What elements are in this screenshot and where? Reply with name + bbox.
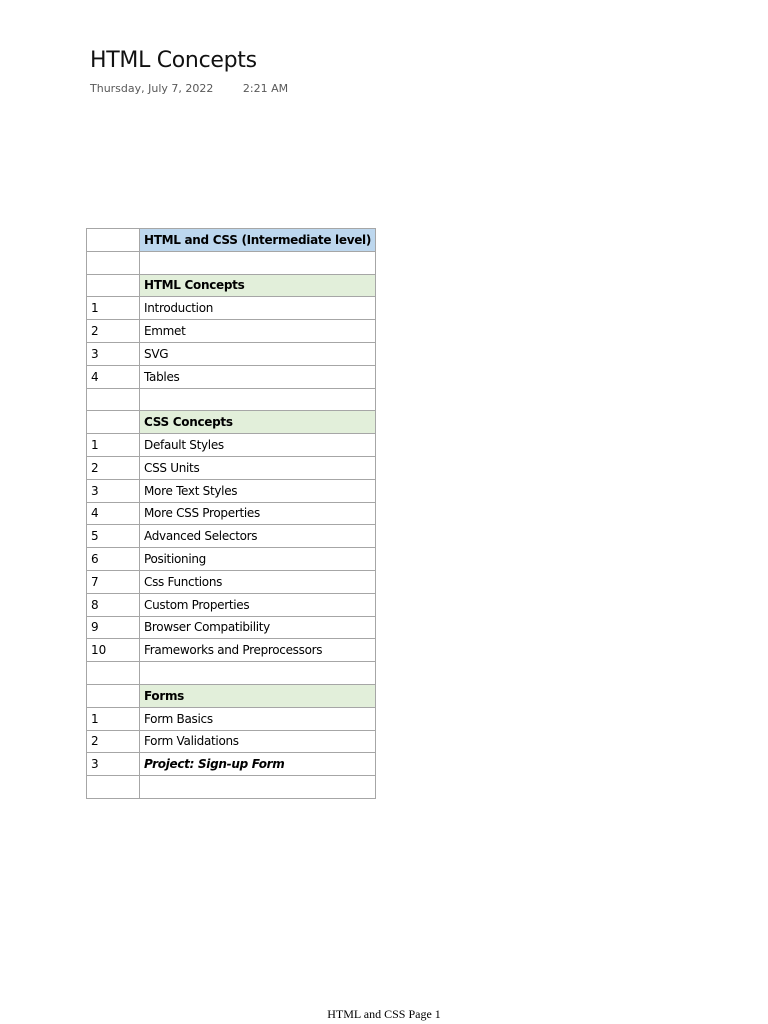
page-timestamp bbox=[90, 82, 288, 95]
row-number-cell: 3 bbox=[87, 479, 140, 502]
page-time: 2:21 AM bbox=[242, 82, 289, 95]
row-topic-cell: Form Validations bbox=[140, 730, 376, 753]
row-topic-cell bbox=[140, 251, 376, 274]
table-row bbox=[87, 776, 376, 799]
row-number-cell: 1 bbox=[87, 707, 140, 730]
row-number-cell bbox=[87, 388, 140, 411]
table-row bbox=[87, 662, 376, 685]
row-number-cell: 8 bbox=[87, 593, 140, 616]
table-row bbox=[87, 479, 376, 502]
table-row bbox=[87, 502, 376, 525]
row-topic-cell: Tables bbox=[140, 365, 376, 388]
row-topic-cell: Introduction bbox=[140, 297, 376, 320]
row-topic-cell: Advanced Selectors bbox=[140, 525, 376, 548]
row-topic-cell: Positioning bbox=[140, 548, 376, 571]
row-number-cell: 3 bbox=[87, 342, 140, 365]
row-number-cell bbox=[87, 251, 140, 274]
row-number-cell: 7 bbox=[87, 570, 140, 593]
row-number-cell: 3 bbox=[87, 753, 140, 776]
table-row bbox=[87, 616, 376, 639]
table-row bbox=[87, 730, 376, 753]
table-row bbox=[87, 251, 376, 274]
row-number-cell: 4 bbox=[87, 502, 140, 525]
table-row bbox=[87, 365, 376, 388]
row-number-cell bbox=[87, 411, 140, 434]
table-row bbox=[87, 456, 376, 479]
row-topic-cell: Form Basics bbox=[140, 707, 376, 730]
table-row bbox=[87, 434, 376, 457]
row-topic-cell: CSS Units bbox=[140, 456, 376, 479]
row-number-cell: 2 bbox=[87, 320, 140, 343]
section-header-row bbox=[87, 684, 376, 707]
row-number-cell: 1 bbox=[87, 297, 140, 320]
row-topic-cell: Css Functions bbox=[140, 570, 376, 593]
table-row bbox=[87, 639, 376, 662]
row-topic-cell: Forms bbox=[140, 684, 376, 707]
row-topic-cell: Project: Sign-up Form bbox=[140, 753, 376, 776]
row-topic-cell bbox=[140, 388, 376, 411]
row-number-cell: 9 bbox=[87, 616, 140, 639]
row-number-cell bbox=[87, 776, 140, 799]
table-row bbox=[87, 593, 376, 616]
row-number-cell: 4 bbox=[87, 365, 140, 388]
row-number-cell bbox=[87, 274, 140, 297]
row-number-cell: 2 bbox=[87, 730, 140, 753]
row-topic-cell: Emmet bbox=[140, 320, 376, 343]
table-row bbox=[87, 297, 376, 320]
page-date: Thursday, July 7, 2022 bbox=[90, 82, 214, 95]
row-topic-cell bbox=[140, 662, 376, 685]
row-topic-cell bbox=[140, 776, 376, 799]
table-row bbox=[87, 388, 376, 411]
row-number-cell: 2 bbox=[87, 456, 140, 479]
row-topic-cell: HTML and CSS (Intermediate level) bbox=[140, 229, 376, 252]
row-topic-cell: HTML Concepts bbox=[140, 274, 376, 297]
section-header-row bbox=[87, 411, 376, 434]
row-topic-cell: More Text Styles bbox=[140, 479, 376, 502]
table-row bbox=[87, 525, 376, 548]
row-topic-cell: Custom Properties bbox=[140, 593, 376, 616]
row-number-cell: 6 bbox=[87, 548, 140, 571]
row-number-cell bbox=[87, 229, 140, 252]
row-number-cell bbox=[87, 662, 140, 685]
row-topic-cell: More CSS Properties bbox=[140, 502, 376, 525]
course-outline-table bbox=[86, 228, 376, 799]
row-topic-cell: SVG bbox=[140, 342, 376, 365]
table-title-row bbox=[87, 229, 376, 252]
row-topic-cell: Default Styles bbox=[140, 434, 376, 457]
row-number-cell bbox=[87, 684, 140, 707]
row-topic-cell: CSS Concepts bbox=[140, 411, 376, 434]
page-title: HTML Concepts bbox=[90, 48, 257, 73]
table-row bbox=[87, 707, 376, 730]
section-header-row bbox=[87, 274, 376, 297]
row-number-cell: 1 bbox=[87, 434, 140, 457]
row-topic-cell: Browser Compatibility bbox=[140, 616, 376, 639]
row-number-cell: 5 bbox=[87, 525, 140, 548]
table-row bbox=[87, 753, 376, 776]
page-footer: HTML and CSS Page 1 bbox=[327, 1007, 441, 1021]
table-row bbox=[87, 342, 376, 365]
table-row bbox=[87, 548, 376, 571]
row-number-cell: 10 bbox=[87, 639, 140, 662]
table-row bbox=[87, 320, 376, 343]
table-row bbox=[87, 570, 376, 593]
row-topic-cell: Frameworks and Preprocessors bbox=[140, 639, 376, 662]
